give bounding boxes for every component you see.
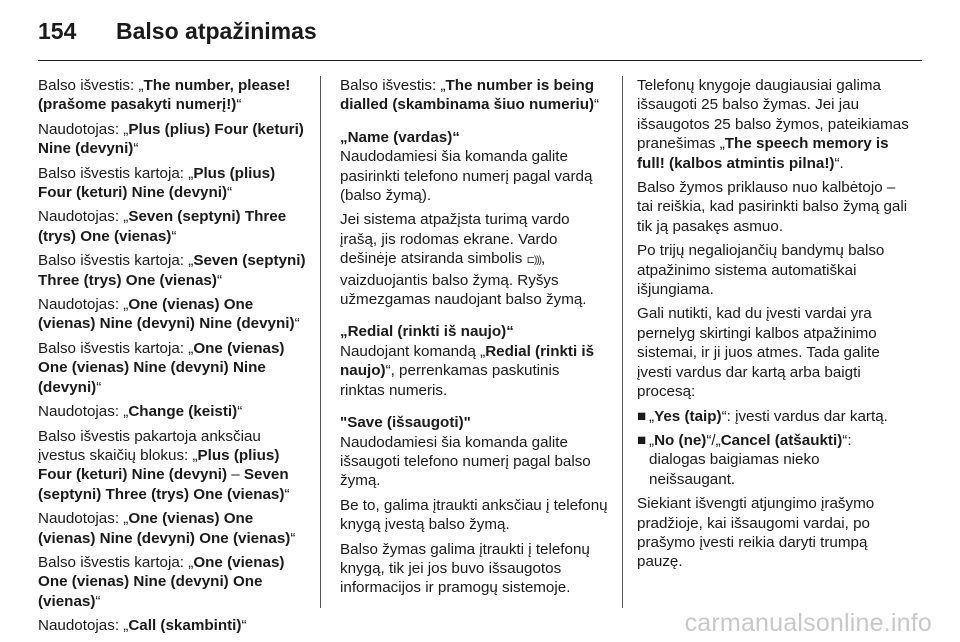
header-rule: [38, 60, 922, 61]
dialog-line: Balso išvestis: „The number is being dialled (skambinama šiuo numeriu)“: [340, 77, 600, 114]
option-list: [637, 407, 909, 490]
paragraph: Jei sistema atpažįsta turimą vardo įrašą, jis rodomas ekrane. Vardo dešinėje atsiranda simbolis ⊏))), vaizduojantis balso žymą. Ryšys užmezgamas naudojant balso žymą.: [340, 211, 587, 309]
column-2: [340, 76, 608, 603]
list-item: ■ „Yes (taip)“: įvesti vardus dar kartą.: [637, 407, 888, 425]
dialog-line: Balso išvestis kartoja: „Plus (plius) Four (keturi) Nine (devyni)“: [38, 164, 276, 202]
dialog-line: Balso išvestis pakartoja anksčiau įvestus skaičių blokus: „Plus (plius) Four (keturi) Nine (devyni) – Seven (septyni) Three (trys) One (vienas)“: [38, 427, 290, 503]
chapter-title: Balso atpažinimas: [116, 18, 317, 44]
paragraph: Po trijų negaliojančių bandymų balso atpažinimo sistema automatiškai išjungiama.: [637, 242, 885, 299]
column-divider-2: [622, 76, 623, 608]
paragraph: Be to, galima įtraukti anksčiau į telefonų knygą įvestą balso žymą.: [340, 496, 608, 534]
list-item: ■ „No (ne)“/„Cancel (atšaukti)“: dialogas baigiamas nieko neišsaugant.: [637, 431, 852, 488]
voice-tag-icon: ⊏))): [526, 255, 541, 267]
dialog-line: Balso išvestis kartoja: „One (vienas) One (vienas) Nine (devyni) One (vienas)“: [38, 553, 285, 610]
dialog-line: Balso išvestis kartoja: „Seven (septyni) Three (trys) One (vienas)“: [38, 252, 306, 289]
page-header: [38, 18, 922, 50]
dialog-line: Naudotojas: „Change (keisti)“: [38, 403, 243, 421]
page-number: 154: [38, 18, 77, 44]
paragraph: Siekiant išvengti atjungimo įrašymo pradžioje, kai išsaugomi vardai, po prašymo įvesti reikia daryti trumpą pauzę.: [637, 495, 875, 571]
paragraph: Naudodamiesi šia komanda galite pasirinkti telefono numerį pagal vardą (balso žymą).: [340, 148, 593, 205]
dialog-line: Naudotojas: „Seven (septyni) Three (trys) One (vienas)“: [38, 208, 287, 245]
paragraph: Balso žymas galima įtraukti į telefonų knygą, tik jei jos buvo išsaugotos informacijos ir pramogų sistemoje.: [340, 540, 590, 597]
dialog-line: Naudotojas: „One (vienas) One (vienas) Nine (devyni) Nine (devyni)“: [38, 296, 300, 333]
paragraph: Balso žymos priklauso nuo kalbėtojo – tai reiškia, kad pasirinkti balso žymą gali tik ją pasakęs asmuo.: [637, 179, 908, 235]
column-3: [637, 76, 909, 577]
bullet-icon: ■: [637, 431, 647, 449]
dialog-line: Balso išvestis: „The number, please! (prašome pasakyti numerį!)“: [38, 77, 291, 114]
paragraph: Telefonų knygoje daugiausiai galima išsaugoti 25 balso žymas. Jei jau išsaugotos 25 balso žymos, pateikiamas pranešimas „The speech memory is full! (kalbos atmintis pilna!)“.: [637, 77, 909, 172]
section-heading-redial: „Redial (rinkti iš naujo)“: [340, 323, 514, 341]
section-heading-name: „Name (vardas)“: [340, 128, 460, 146]
dialog-line: Naudotojas: „Call (skambinti)“: [38, 617, 247, 635]
dialog-line: Naudotojas: „One (vienas) One (vienas) Nine (devyni) One (vienas)“: [38, 510, 296, 547]
section-heading-save: "Save (išsaugoti)": [340, 414, 471, 432]
paragraph: Naudodamiesi šia komanda galite išsaugoti telefono numerį pagal balso žymą.: [340, 433, 591, 490]
paragraph: Naudojant komandą „Redial (rinkti iš naujo)“, perrenkamas paskutinis rinktas numeris.: [340, 342, 595, 399]
dialog-line: Balso išvestis kartoja: „One (vienas) One (vienas) Nine (devyni) Nine (devyni)“: [38, 339, 285, 396]
column-divider-1: [320, 76, 321, 608]
watermark: carmanualsonline.info: [684, 609, 932, 637]
bullet-icon: ■: [637, 407, 647, 425]
paragraph: Gali nutikti, kad du įvesti vardai yra pernelyg skirtingi kalbos atpažinimo sistemai, ir ji juos atmes. Tada galite įvesti vardus dar kartą arba baigti procesą:: [637, 305, 880, 401]
dialog-line: Naudotojas: „Plus (plius) Four (keturi) Nine (devyni)“: [38, 120, 304, 158]
column-1: [38, 76, 308, 641]
